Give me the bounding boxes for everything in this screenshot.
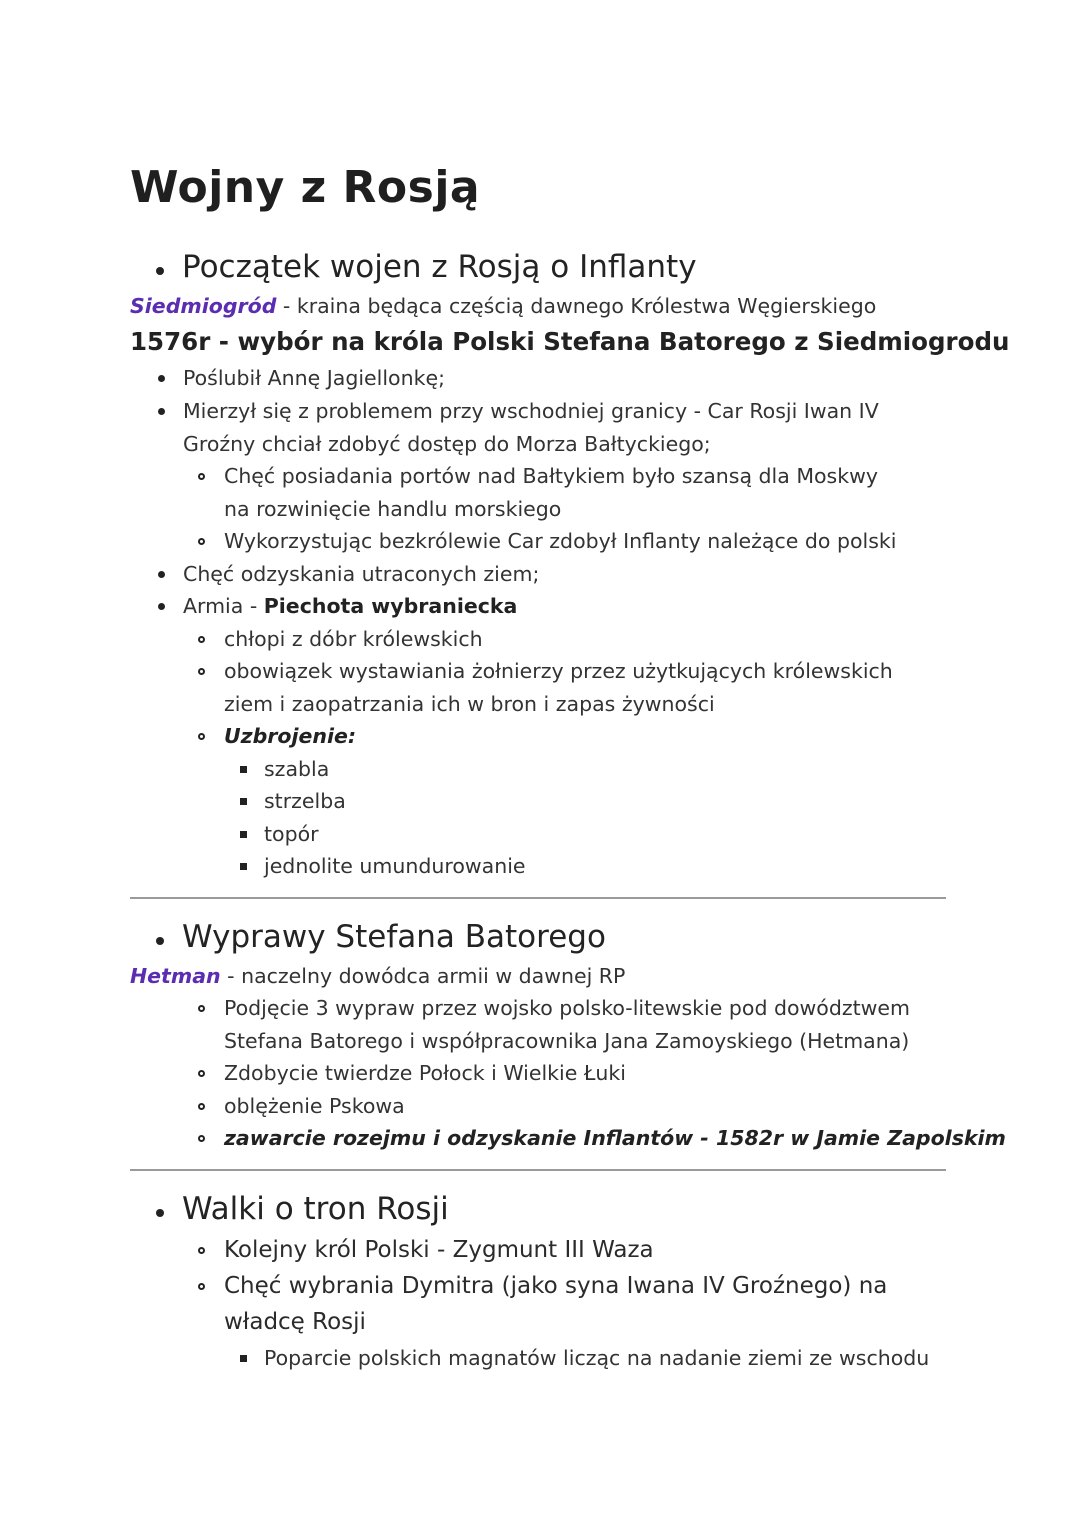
list-item: Chęć posiadania portów nad Bałtykiem było szansą dla Moskwy na rozwinięcie handlu morskiego [224, 464, 879, 521]
list-item: szabla [264, 757, 330, 781]
bullet-circle [198, 1283, 205, 1290]
section-heading-inflanty: Początek wojen z Rosją o Inflanty [182, 249, 697, 285]
section-heading-wyprawy: Wyprawy Stefana Batorego [182, 919, 606, 955]
bullet-square [240, 831, 247, 838]
section-bullet [156, 267, 164, 275]
bullet-square [240, 766, 247, 773]
list-item: zawarcie rozejmu i odzyskanie Inflantów - 1582r w Jamie Zapolskim [224, 1126, 1006, 1150]
list-item-uzbrojenie: Uzbrojenie: [224, 724, 357, 748]
armia-name: Piechota wybraniecka [263, 594, 518, 618]
list-item: Poślubił Annę Jagiellonkę; [183, 366, 445, 390]
bullet-circle [198, 473, 205, 480]
list-item: jednolite umundurowanie [264, 854, 526, 878]
bullet-dot [158, 408, 165, 415]
section-divider [130, 897, 946, 899]
bullet-dot [158, 603, 165, 610]
event-heading-1576: 1576r - wybór na króla Polski Stefana Batorego z Siedmiogrodu [130, 327, 1010, 356]
definition-text: - naczelny dowódca armii w dawnej RP [220, 964, 626, 988]
bullet-square [240, 863, 247, 870]
list-item: chłopi z dóbr królewskich [224, 627, 483, 651]
bullet-square [240, 798, 247, 805]
list-item: Chęć wybrania Dymitra (jako syna Iwana IV Groźnego) na władcę Rosji [224, 1273, 888, 1335]
list-item: obowiązek wystawiania żołnierzy przez użytkujących królewskich ziem i zaopatrzania ich w bron i zapas żywności [224, 659, 893, 716]
definition-text: - kraina będąca częścią dawnego Królestwa Węgierskiego [276, 294, 877, 318]
section-divider [130, 1169, 946, 1171]
bullet-dot [158, 375, 165, 382]
list-item: strzelba [264, 789, 346, 813]
section-bullet [156, 937, 164, 945]
list-item: Poparcie polskich magnatów licząc na nadanie ziemi ze wschodu [264, 1346, 930, 1370]
bullet-circle [198, 1005, 205, 1012]
list-item: Mierzył się z problemem przy wschodniej granicy - Car Rosji Iwan IV Groźny chciał zdobyć dostęp do Morza Bałtyckiego; [183, 399, 879, 456]
bullet-dot [158, 571, 165, 578]
list-item: Wykorzystując bezkrólewie Car zdobył Inflanty należące do polski [224, 529, 897, 553]
definition-term: Hetman [130, 964, 221, 988]
list-item: topór [264, 822, 319, 846]
bullet-circle [198, 1247, 205, 1254]
list-item: oblężenie Pskowa [224, 1094, 405, 1118]
definition-siedmiogrod [130, 290, 876, 323]
list-item-armia [183, 590, 517, 623]
list-item: Chęć odzyskania utraconych ziem; [183, 562, 540, 586]
list-item: Podjęcie 3 wypraw przez wojsko polsko-litewskie pod dowództwem Stefana Batorego i współpracownika Jana Zamoyskiego (Hetmana) [224, 996, 910, 1053]
list-item: Zdobycie twierdze Połock i Wielkie Łuki [224, 1061, 626, 1085]
list-item: Kolejny król Polski - Zygmunt III Waza [224, 1237, 654, 1263]
bullet-circle [198, 1135, 205, 1142]
page-title: Wojny z Rosją [130, 162, 481, 213]
bullet-circle [198, 538, 205, 545]
definition-hetman [130, 960, 625, 993]
bullet-circle [198, 636, 205, 643]
section-bullet [156, 1209, 164, 1217]
bullet-circle [198, 1070, 205, 1077]
bullet-circle [198, 1103, 205, 1110]
bullet-square [240, 1355, 247, 1362]
bullet-circle [198, 733, 205, 740]
bullet-circle [198, 668, 205, 675]
section-heading-tron: Walki o tron Rosji [182, 1191, 449, 1227]
armia-label: Armia - [183, 594, 264, 618]
definition-term: Siedmiogród [130, 294, 277, 318]
